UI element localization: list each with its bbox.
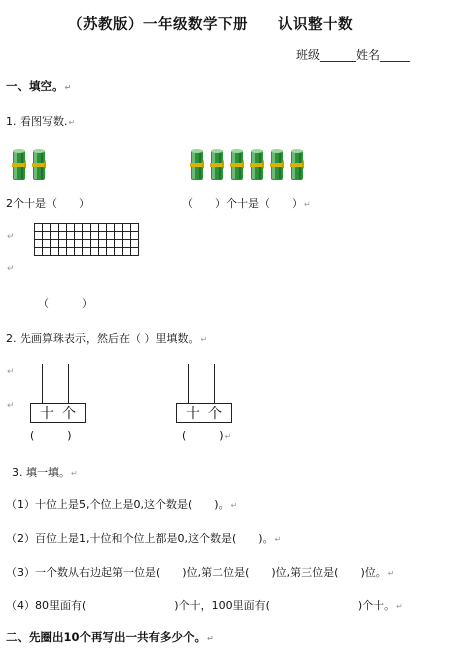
grid-cell bbox=[67, 224, 75, 232]
grid-cell bbox=[51, 224, 59, 232]
grid-cell bbox=[59, 240, 67, 248]
stick-bundle-icon bbox=[190, 148, 204, 182]
grid-cell bbox=[131, 240, 139, 248]
q3-item: （2）百位上是1,十位和个位上都是0,这个数是( )。↵ bbox=[6, 532, 282, 545]
grid-cell bbox=[115, 224, 123, 232]
stick-bundle-icon bbox=[32, 148, 46, 182]
section1-heading: 一、填空。↵ bbox=[6, 79, 72, 93]
grid-cell bbox=[91, 224, 99, 232]
grid-cell bbox=[99, 232, 107, 240]
grid-cell bbox=[67, 248, 75, 256]
abacus-base bbox=[30, 403, 86, 423]
abacus-base bbox=[176, 403, 232, 423]
q3-item: （4）80里面有( )个十，100里面有( )个十。↵ bbox=[6, 599, 403, 612]
q1-left-text: 2个十是（ ） bbox=[6, 197, 90, 210]
class-name-line: 班级______姓名_____ bbox=[296, 48, 411, 62]
grid-cell bbox=[91, 240, 99, 248]
q3-label: 3. 填一填。↵ bbox=[12, 466, 78, 479]
grid-cell bbox=[123, 232, 131, 240]
grid-cell bbox=[59, 224, 67, 232]
grid-cell bbox=[59, 232, 67, 240]
stick-bundle-icon bbox=[250, 148, 264, 182]
section2-heading: 二、先圈出10个再写出一共有多少个。↵ bbox=[6, 630, 214, 644]
grid-cell bbox=[43, 248, 51, 256]
abacus-rod-ones bbox=[68, 364, 69, 403]
q3-item: （3）一个数从右边起第一位是( )位,第二位是( )位,第三位是( )位。↵ bbox=[6, 566, 395, 579]
grid-row bbox=[35, 240, 139, 248]
grid-cell bbox=[115, 232, 123, 240]
grid-cell bbox=[91, 232, 99, 240]
grid-cell bbox=[107, 248, 115, 256]
abacus-label-ones: 个 bbox=[208, 406, 222, 422]
grid-cell bbox=[35, 232, 43, 240]
grid-row bbox=[35, 224, 139, 232]
q1-label: 1. 看图写数.↵ bbox=[6, 115, 76, 128]
grid-cell bbox=[43, 240, 51, 248]
grid-cell bbox=[107, 232, 115, 240]
grid-cell bbox=[59, 248, 67, 256]
stick-bundle-icon bbox=[270, 148, 284, 182]
grid-cell bbox=[107, 240, 115, 248]
grid-cell bbox=[35, 248, 43, 256]
abacus-label-tens: 十 bbox=[40, 406, 54, 422]
grid-cell bbox=[131, 224, 139, 232]
abacus-rod-ones bbox=[214, 364, 215, 403]
abacus-answer-2: ( )↵ bbox=[182, 429, 232, 442]
q3-item: （1）十位上是5,个位上是0,这个数是( )。↵ bbox=[6, 498, 238, 511]
grid-cell bbox=[131, 232, 139, 240]
grid-cell bbox=[91, 248, 99, 256]
stick-bundle-icon bbox=[290, 148, 304, 182]
grid-cell bbox=[83, 240, 91, 248]
grid-cell bbox=[83, 224, 91, 232]
grid-cell bbox=[75, 224, 83, 232]
grid-cell bbox=[123, 240, 131, 248]
grid-cell bbox=[43, 232, 51, 240]
paragraph-mark: ↵ bbox=[7, 264, 15, 274]
grid-cell bbox=[123, 248, 131, 256]
abacus-label-tens: 十 bbox=[186, 406, 200, 422]
grid-cell bbox=[75, 232, 83, 240]
abacus-rod-tens bbox=[42, 364, 43, 403]
grid-cell bbox=[83, 232, 91, 240]
grid-cell bbox=[51, 248, 59, 256]
grid-cell bbox=[83, 248, 91, 256]
paragraph-mark: ↵ bbox=[7, 367, 15, 377]
grid-cell bbox=[115, 240, 123, 248]
grid-cell bbox=[107, 224, 115, 232]
abacus-label-ones: 个 bbox=[62, 406, 76, 422]
q1-right-text: （ ）个十是（ ）↵ bbox=[182, 197, 311, 210]
stick-bundle-icon bbox=[12, 148, 26, 182]
abacus-rod-tens bbox=[188, 364, 189, 403]
q1-grid-answer: （ ） bbox=[38, 297, 93, 310]
paragraph-mark: ↵ bbox=[7, 401, 15, 411]
grid-cell bbox=[99, 240, 107, 248]
grid-cell bbox=[43, 224, 51, 232]
q2-label: 2. 先画算珠表示，然后在（ ）里填数。↵ bbox=[6, 332, 208, 345]
stick-bundle-icon bbox=[230, 148, 244, 182]
grid-row bbox=[35, 248, 139, 256]
grid-cell bbox=[35, 240, 43, 248]
grid-cell bbox=[75, 248, 83, 256]
paragraph-mark: ↵ bbox=[7, 232, 15, 242]
abacus-answer-1: ( ) bbox=[30, 429, 72, 442]
counting-grid bbox=[34, 223, 139, 256]
grid-cell bbox=[131, 248, 139, 256]
grid-cell bbox=[51, 240, 59, 248]
grid-cell bbox=[123, 224, 131, 232]
grid-cell bbox=[51, 232, 59, 240]
stick-bundle-icon bbox=[210, 148, 224, 182]
grid-cell bbox=[67, 232, 75, 240]
grid-cell bbox=[75, 240, 83, 248]
grid-cell bbox=[115, 248, 123, 256]
grid-cell bbox=[99, 248, 107, 256]
grid-row bbox=[35, 232, 139, 240]
grid-cell bbox=[99, 224, 107, 232]
page-title: （苏教版）一年级数学下册 认识整十数 bbox=[68, 17, 353, 33]
grid-cell bbox=[67, 240, 75, 248]
grid-cell bbox=[35, 224, 43, 232]
